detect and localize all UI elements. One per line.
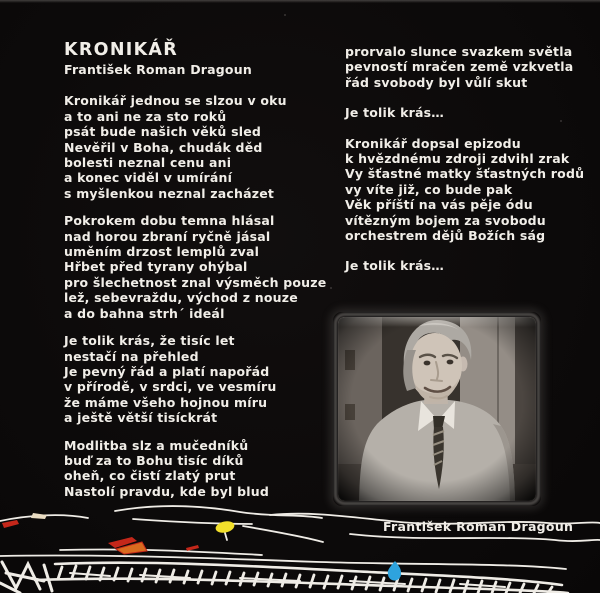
portrait-photo: [333, 312, 541, 506]
stanza: [345, 136, 595, 244]
poem-line: buď za to Bohu tisíc díků: [64, 452, 244, 468]
poem-line: uměním drzost lemplů zval: [64, 244, 260, 260]
poem-line: Nevěřil v Boha, chudák děd: [64, 139, 263, 155]
stanza: [345, 258, 595, 273]
stanza: [345, 105, 595, 120]
poem-title: KRONIKÁŘ: [64, 40, 179, 60]
poem-line: a do bahna strh´ ideál: [64, 305, 225, 321]
poem-left-stanzas: [64, 93, 344, 499]
stanza: [64, 93, 344, 201]
poem-line: oheň, co čistí zlatý prut: [64, 468, 236, 484]
poem-line: pro šlechetnost znal výsměch pouze: [64, 274, 327, 290]
poem-line: s myšlenkou neznal zacházet: [64, 185, 275, 201]
poem-line: Věk příští na vás pěje ódu: [345, 197, 533, 213]
cream-dash-accent: [31, 513, 47, 519]
poem-line: Je pevný řád a platí napořád: [64, 363, 270, 379]
poem-line: nad horou zbraní ryčně jásal: [64, 228, 271, 244]
photo-caption: František Roman Dragoun: [383, 519, 574, 534]
scan-edge-artifact: [0, 0, 600, 3]
yellow-blob-accent: [215, 520, 236, 535]
stanza: [64, 333, 344, 425]
poem-line: a konec viděl v umírání: [64, 170, 233, 186]
stanza: [64, 213, 344, 321]
poem-line: že máme všeho hojnou míru: [64, 394, 268, 410]
poem-line: psát bude našich věků sled: [64, 124, 262, 140]
poem-right-stanzas: [345, 44, 595, 274]
poem-line: vy víte již, co bude pak: [345, 181, 513, 197]
poem-line: Kronikář jednou se slzou v oku: [64, 93, 287, 109]
poem-line: Hřbet před tyrany ohýbal: [64, 259, 248, 275]
poem-line: nestačí na přehled: [64, 348, 199, 364]
photo-scene: [338, 317, 536, 501]
abstract-line-art: [0, 493, 600, 593]
poem-line: pevností mračen země vzkvetla: [345, 59, 574, 75]
poem-line: orchestrem dějů Božích ság: [345, 228, 546, 244]
scan-speck: [284, 14, 286, 16]
poem-line: a ještě větší tisíckrát: [64, 410, 218, 426]
poem-line: Je tolik krás…: [345, 105, 444, 121]
poem-line: k hvězdnému zdroji zdvihl zrak: [345, 151, 570, 167]
poem-line: Vy šťastné matky šťastných rodů: [345, 166, 585, 182]
poem-line: Pokrokem dobu temna hlásal: [64, 213, 275, 229]
stanza: [64, 438, 344, 500]
red-dash-accent: [186, 545, 199, 551]
poem-author: František Roman Dragoun: [64, 62, 252, 77]
poem-line: Je tolik krás…: [345, 258, 444, 274]
line-art-strokes: [0, 506, 600, 569]
poem-line: Je tolik krás, že tisíc let: [64, 333, 235, 349]
right-column: [345, 44, 595, 289]
line-art-hatch-band: [0, 562, 568, 593]
poem-line: řád svobody byl vůlí skut: [345, 74, 528, 90]
poem-line: vítězným bojem za svobodu: [345, 212, 546, 228]
poem-line: lež, sebevraždu, východ z nouze: [64, 290, 298, 306]
poem-line: bolesti neznal cenu ani: [64, 155, 232, 171]
poem-line: Kronikář dopsal epizodu: [345, 135, 521, 151]
poem-line: v přírodě, v srdci, ve vesmíru: [64, 379, 277, 395]
poem-line: a to ani ne za sto roků: [64, 108, 227, 124]
red-arrow-left-accent: [2, 520, 19, 528]
poem-line: Modlitba slz a mučedníků: [64, 437, 249, 453]
poem-line: Nastolí pravdu, kde byl blud: [64, 483, 269, 499]
stanza: [345, 44, 595, 90]
poem-line: prorvalo slunce svazkem světla: [345, 44, 573, 59]
left-column: [64, 40, 344, 511]
